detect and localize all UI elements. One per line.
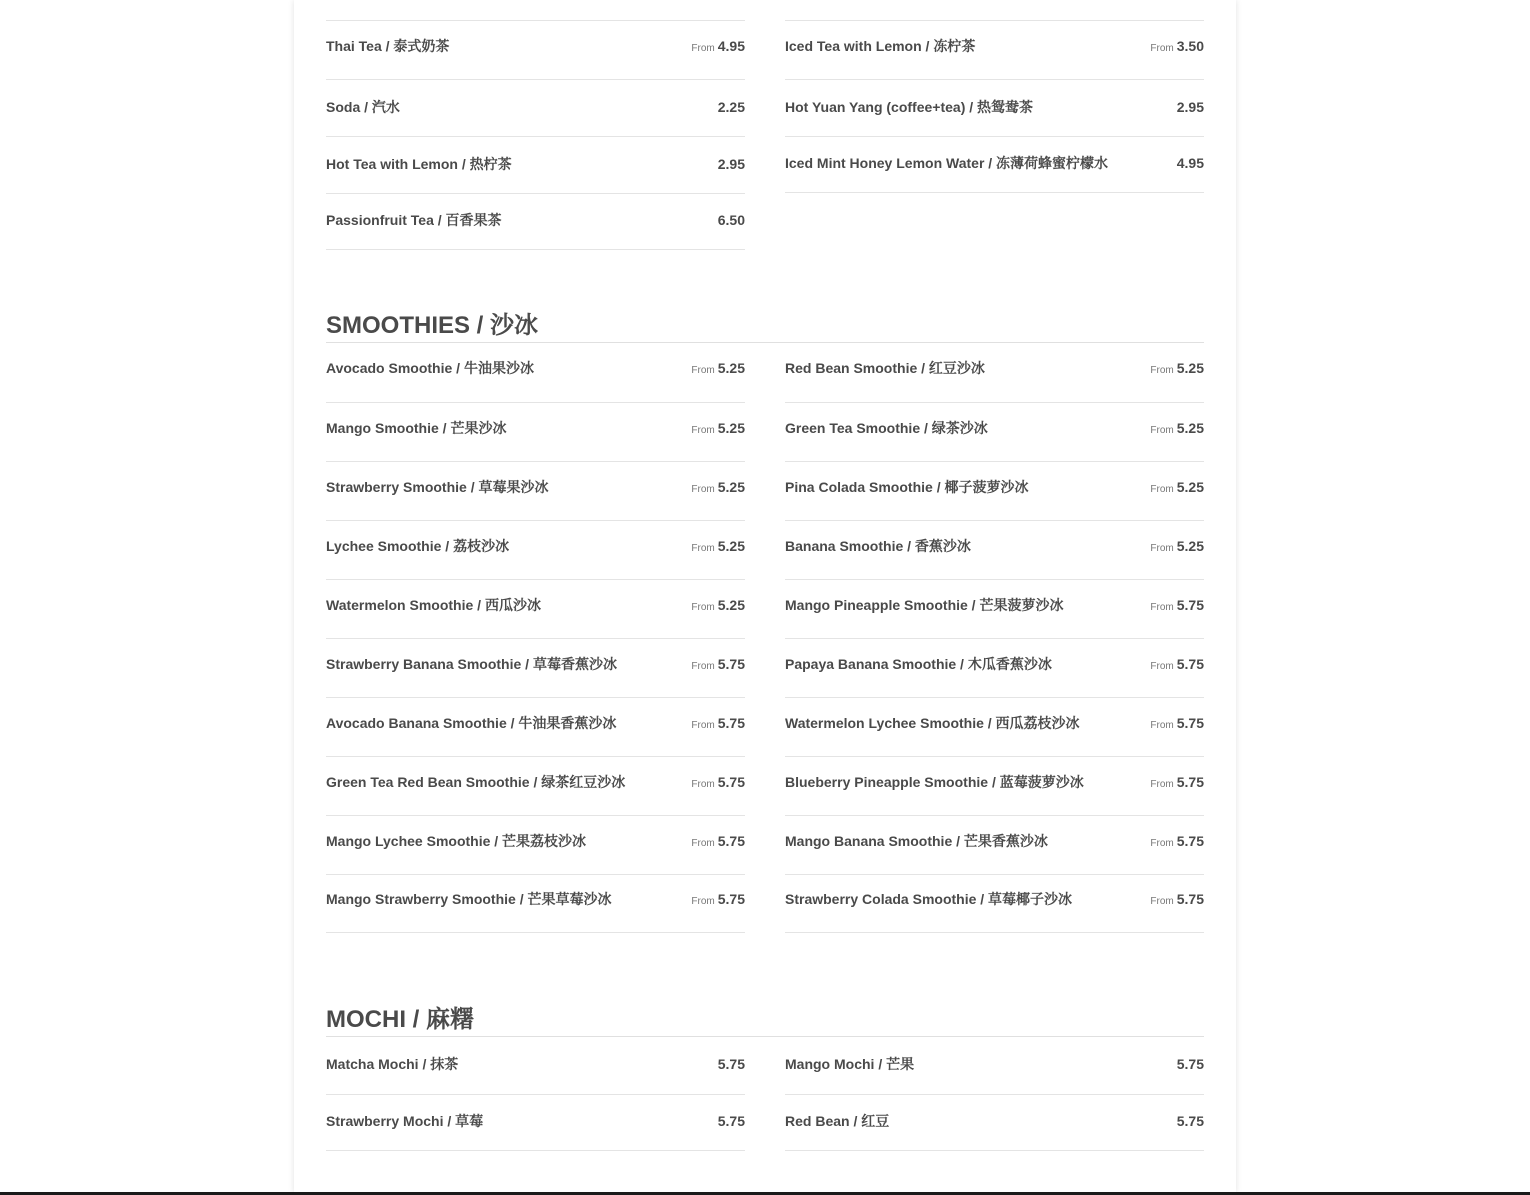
menu-item-name: Mango Banana Smoothie / 芒果香蕉沙冰: [785, 832, 1048, 849]
menu-item: [785, 343, 1204, 402]
menu-item: [785, 1094, 1204, 1151]
menu-item-name: Thai Tea / 泰式奶茶: [326, 37, 450, 54]
price-from-label: From: [691, 424, 715, 436]
price-from-label: From: [1150, 601, 1174, 613]
menu-item: [326, 79, 745, 136]
menu-item: [326, 697, 745, 756]
price-value: 4.95: [1176, 155, 1204, 171]
menu-item: [326, 756, 745, 815]
price-value: 5.75: [1176, 596, 1204, 613]
menu-item-name: Matcha Mochi / 抹茶: [326, 1056, 459, 1072]
menu-item-price: [1150, 833, 1204, 849]
price-from-label: From: [1150, 837, 1174, 849]
price-from-label: From: [691, 483, 715, 495]
menu-item: [326, 402, 745, 461]
price-from-label: From: [1150, 365, 1174, 376]
menu-item-name: Green Tea Smoothie / 绿茶沙冰: [785, 419, 988, 436]
menu-item: [326, 20, 745, 79]
menu-item-name: Iced Tea with Lemon / 冻柠茶: [785, 37, 976, 54]
drinks-grid: [326, 20, 1204, 250]
menu-item-name: Watermelon Smoothie / 西瓜沙冰: [326, 596, 541, 613]
menu-item-name: Red Bean / 红豆: [785, 1113, 890, 1129]
price-value: 2.25: [717, 98, 745, 115]
menu-item-name: Avocado Banana Smoothie / 牛油果香蕉沙冰: [326, 714, 617, 731]
drinks-left-column: [326, 20, 745, 250]
menu-item-name: Mango Smoothie / 芒果沙冰: [326, 419, 507, 436]
menu-item: [326, 461, 745, 520]
menu-item-name: Pina Colada Smoothie / 椰子菠萝沙冰: [785, 478, 1029, 495]
menu-item-name: Strawberry Banana Smoothie / 草莓香蕉沙冰: [326, 655, 617, 672]
menu-item-price: [691, 38, 745, 54]
menu-item: [785, 136, 1204, 193]
price-from-label: From: [691, 42, 715, 54]
price-from-label: From: [1150, 542, 1174, 554]
menu-item-price: [1177, 99, 1204, 115]
menu-item-name: Mango Lychee Smoothie / 芒果荔枝沙冰: [326, 832, 587, 849]
menu-item-price: [1150, 420, 1204, 436]
drinks-section-continued: [326, 20, 1204, 250]
price-value: 5.75: [717, 1113, 745, 1129]
menu-item-name: Blueberry Pineapple Smoothie / 蓝莓菠萝沙冰: [785, 773, 1084, 790]
menu-item-price: [691, 715, 745, 731]
price-from-label: From: [691, 660, 715, 672]
menu-item-price: [691, 891, 745, 907]
menu-item-name: Banana Smoothie / 香蕉沙冰: [785, 537, 971, 554]
menu-item-price: [691, 597, 745, 613]
menu-item-price: [718, 1056, 745, 1072]
menu-item: [326, 638, 745, 697]
price-from-label: From: [1150, 424, 1174, 436]
menu-item-price: [1150, 597, 1204, 613]
price-from-label: From: [691, 837, 715, 849]
menu-item: [326, 136, 745, 193]
menu-item-price: [1177, 155, 1204, 171]
menu-item-name: Hot Yuan Yang (coffee+tea) / 热鸳鸯茶: [785, 98, 1034, 115]
menu-item-price: [718, 99, 745, 115]
menu-item-name: Mango Strawberry Smoothie / 芒果草莓沙冰: [326, 891, 612, 907]
menu-item: [785, 638, 1204, 697]
menu-item-price: [691, 479, 745, 495]
smoothies-left-column: [326, 343, 745, 933]
price-from-label: From: [691, 778, 715, 790]
menu-item-name: Passionfruit Tea / 百香果茶: [326, 212, 502, 228]
menu-item-name: Watermelon Lychee Smoothie / 西瓜荔枝沙冰: [785, 714, 1080, 731]
menu-item: [326, 343, 745, 402]
section-title-smoothies: SMOOTHIES / 沙冰: [326, 309, 1204, 343]
price-value: 5.75: [717, 1056, 745, 1072]
price-from-label: From: [691, 719, 715, 731]
mochi-left-column: [326, 1037, 745, 1151]
menu-item: [785, 520, 1204, 579]
price-value: 5.75: [717, 832, 745, 849]
menu-item-price: [718, 212, 745, 228]
menu-item-name: Soda / 汽水: [326, 98, 400, 115]
price-value: 5.25: [717, 537, 745, 554]
price-value: 5.25: [717, 419, 745, 436]
smoothies-section: [326, 309, 1204, 933]
menu-item-name: Iced Mint Honey Lemon Water / 冻薄荷蜂蜜柠檬水: [785, 155, 1109, 171]
mochi-right-column: [785, 1037, 1204, 1151]
price-value: 5.25: [1176, 478, 1204, 495]
price-value: 3.50: [1176, 37, 1204, 54]
price-value: 5.25: [717, 478, 745, 495]
menu-item: [785, 697, 1204, 756]
price-value: 5.25: [1176, 360, 1204, 376]
menu-item-name: Hot Tea with Lemon / 热柠茶: [326, 155, 512, 172]
menu-item-name: Strawberry Mochi / 草莓: [326, 1113, 484, 1129]
menu-item-price: [691, 420, 745, 436]
price-value: 5.25: [1176, 419, 1204, 436]
menu-item-price: [691, 833, 745, 849]
menu-item-price: [1150, 774, 1204, 790]
menu-item: [326, 1037, 745, 1094]
menu-item-name: Strawberry Smoothie / 草莓果沙冰: [326, 478, 549, 495]
menu-item: [326, 874, 745, 933]
menu-item-name: Lychee Smoothie / 荔枝沙冰: [326, 537, 510, 554]
smoothies-grid: [326, 343, 1204, 933]
price-from-label: From: [1150, 896, 1174, 907]
menu-item: [785, 579, 1204, 638]
menu-item-name: Avocado Smoothie / 牛油果沙冰: [326, 360, 534, 376]
menu-item: [785, 815, 1204, 874]
price-value: 5.75: [1176, 714, 1204, 731]
menu-item-price: [691, 656, 745, 672]
menu-item-price: [1150, 479, 1204, 495]
menu-page: [294, 0, 1236, 1193]
menu-item-price: [1150, 38, 1204, 54]
price-value: 5.75: [1176, 891, 1204, 907]
price-from-label: From: [1150, 778, 1174, 790]
menu-item-price: [1150, 656, 1204, 672]
section-title-mochi: MOCHI / 麻糬: [326, 1003, 1204, 1037]
menu-item: [785, 756, 1204, 815]
price-value: 6.50: [717, 212, 745, 228]
menu-item: [785, 461, 1204, 520]
price-value: 5.75: [717, 773, 745, 790]
price-value: 5.25: [717, 360, 745, 376]
price-from-label: From: [1150, 483, 1174, 495]
price-value: 5.75: [717, 714, 745, 731]
price-from-label: From: [691, 601, 715, 613]
price-value: 5.25: [717, 596, 745, 613]
menu-item-price: [1150, 538, 1204, 554]
menu-item: [326, 815, 745, 874]
menu-item-price: [1150, 715, 1204, 731]
menu-item: [785, 1037, 1204, 1094]
menu-item: [326, 193, 745, 250]
menu-item: [326, 1094, 745, 1151]
price-value: 2.95: [717, 155, 745, 172]
menu-item-price: [1177, 1113, 1204, 1129]
price-from-label: From: [691, 365, 715, 376]
menu-item-price: [691, 360, 745, 376]
menu-item-price: [718, 156, 745, 172]
price-value: 5.75: [1176, 1056, 1204, 1072]
menu-item-price: [1150, 891, 1204, 907]
mochi-grid: [326, 1037, 1204, 1151]
price-value: 5.75: [1176, 773, 1204, 790]
price-from-label: From: [691, 896, 715, 907]
menu-item-price: [1177, 1056, 1204, 1072]
menu-item-name: Mango Pineapple Smoothie / 芒果菠萝沙冰: [785, 596, 1064, 613]
price-from-label: From: [1150, 42, 1174, 54]
menu-item-name: Strawberry Colada Smoothie / 草莓椰子沙冰: [785, 891, 1073, 907]
menu-item-name: Green Tea Red Bean Smoothie / 绿茶红豆沙冰: [326, 773, 626, 790]
menu-item-price: [1150, 360, 1204, 376]
menu-item: [785, 874, 1204, 933]
menu-item-name: Mango Mochi / 芒果: [785, 1056, 915, 1072]
menu-item-name: Red Bean Smoothie / 红豆沙冰: [785, 360, 985, 376]
price-value: 5.25: [1176, 537, 1204, 554]
price-from-label: From: [1150, 719, 1174, 731]
price-value: 4.95: [717, 37, 745, 54]
menu-item: [326, 579, 745, 638]
price-value: 5.75: [1176, 655, 1204, 672]
price-value: 2.95: [1176, 98, 1204, 115]
menu-item: [326, 520, 745, 579]
drinks-right-column: [785, 20, 1204, 250]
smoothies-right-column: [785, 343, 1204, 933]
price-value: 5.75: [1176, 832, 1204, 849]
menu-item: [785, 402, 1204, 461]
menu-item-price: [691, 538, 745, 554]
price-from-label: From: [691, 542, 715, 554]
price-value: 5.75: [717, 891, 745, 907]
menu-item-name: Papaya Banana Smoothie / 木瓜香蕉沙冰: [785, 655, 1052, 672]
menu-item-price: [691, 774, 745, 790]
mochi-section: [326, 1003, 1204, 1151]
menu-item: [785, 79, 1204, 136]
price-value: 5.75: [717, 655, 745, 672]
price-value: 5.75: [1176, 1113, 1204, 1129]
price-from-label: From: [1150, 660, 1174, 672]
menu-item: [785, 20, 1204, 79]
menu-item-price: [718, 1113, 745, 1129]
